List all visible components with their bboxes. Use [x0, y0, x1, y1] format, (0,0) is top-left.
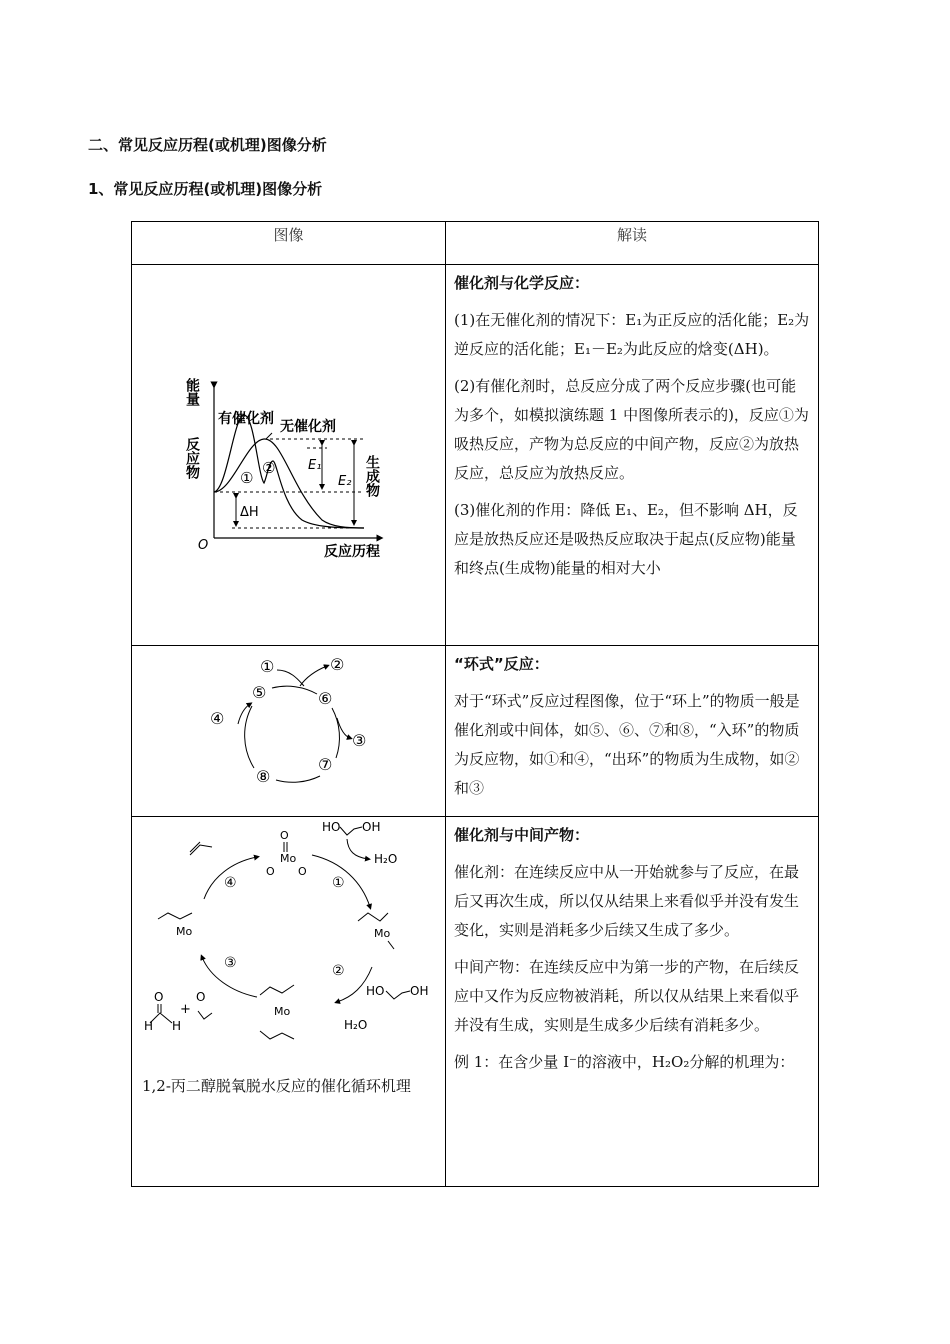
no-catalyst-label: 无催化剂	[280, 419, 336, 435]
node-7: ⑦	[318, 755, 333, 774]
atom-o: O	[266, 865, 275, 878]
catalytic-cycle-diagram	[132, 817, 445, 1067]
reading-cell-3	[446, 817, 819, 1187]
atom-h: H	[172, 1019, 182, 1033]
atom-mo: Mo	[274, 1005, 291, 1018]
atom-h: H	[144, 1019, 154, 1033]
hydroxyl-label: OH	[362, 820, 381, 834]
atom-mo: Mo	[280, 852, 297, 865]
atom-o: O	[196, 990, 206, 1004]
paragraph: (3)催化剂的作用：降低 E₁、E₂，但不影响 ΔH，反应是放热反应还是吸热反应取决于起点(反应物)能量和终点(生成物)能量的相对大小	[454, 501, 798, 577]
paragraph: (2)有催化剂时，总反应分成了两个反应步骤(也可能为多个，如模拟演练题 1 中图像所表示的)，反应①为吸热反应，产物为总反应的中间产物，反应②为放热反应，总反应为放热反应。	[454, 377, 809, 482]
step2-label: ②	[262, 459, 276, 477]
table-row	[132, 646, 819, 817]
reading-cell-1	[446, 265, 819, 646]
node-2: ②	[330, 655, 345, 674]
cyclic-reaction-diagram	[132, 646, 445, 816]
hydroxyl-label: HO	[366, 984, 385, 998]
water-label: H₂O	[344, 1018, 368, 1032]
node-5: ⑤	[252, 683, 267, 702]
step-4: ④	[224, 875, 237, 891]
analysis-table	[131, 221, 819, 1187]
paragraph: 对于“环式”反应过程图像，位于“环上”的物质一般是催化剂或中间体，如⑤、⑥、⑦和⑧，“入环”的物质为反应物，如①和④，“出环”的物质为生成物，如②和③	[454, 692, 800, 797]
table-row	[132, 817, 819, 1187]
paragraph: (1)在无催化剂的情况下：E₁为正反应的活化能；E₂为逆反应的活化能；E₁－E₂为此反应的焓变(ΔH)。	[454, 311, 810, 358]
step-2: ②	[332, 963, 345, 979]
product-label: 生成物	[364, 455, 380, 497]
mechanism-diagram-cell	[132, 817, 446, 1187]
paragraph: 中间产物：在连续反应中为第一步的产物，在后续反应中又作为反应物被消耗，所以仅从结果上来看似乎并没有生成，实则是生成多少后续有消耗多少。	[454, 958, 800, 1034]
energy-diagram-cell	[132, 265, 446, 646]
atom-mo: Mo	[374, 927, 391, 940]
atom-mo: Mo	[176, 925, 193, 938]
node-1: ①	[260, 657, 275, 676]
e1-label: E₁	[308, 458, 322, 473]
node-3: ③	[352, 731, 367, 750]
water-label: H₂O	[374, 852, 398, 866]
header-image: 图像	[132, 222, 446, 265]
step-1: ①	[332, 875, 345, 891]
row-title: 催化剂与中间产物：	[454, 826, 590, 844]
node-8: ⑧	[256, 767, 271, 786]
table-row	[132, 265, 819, 646]
energy-profile-diagram	[132, 265, 445, 645]
row-title: “环式”反应：	[454, 655, 549, 673]
reading-cell-2	[446, 646, 819, 817]
energy-label: 能量	[184, 378, 200, 406]
plus-sign: +	[180, 1002, 191, 1017]
catalyst-label: 有催化剂	[218, 411, 274, 427]
section-heading: 二、常见反应历程(或机理)图像分析	[88, 136, 327, 154]
subsection-heading: 1、常见反应历程(或机理)图像分析	[88, 180, 323, 198]
paragraph: 例 1：在含少量 I⁻的溶液中，H₂O₂分解的机理为：	[454, 1053, 795, 1071]
x-axis-label: 反应历程	[324, 544, 380, 560]
node-6: ⑥	[318, 689, 333, 708]
step-3: ③	[224, 955, 237, 971]
header-reading: 解读	[446, 222, 819, 265]
atom-o: O	[154, 990, 164, 1004]
table-header-row	[132, 222, 819, 265]
atom-o: O	[298, 865, 307, 878]
cycle-diagram-cell	[132, 646, 446, 817]
paragraph: 催化剂：在连续反应中从一开始就参与了反应，在最后又再次生成，所以仅从结果上来看似乎并没有发生变化，实则是消耗多少后续又生成了多少。	[454, 863, 800, 939]
hydroxyl-label: OH	[410, 984, 429, 998]
atom-o: O	[280, 829, 289, 842]
step1-label: ①	[240, 469, 254, 487]
figure-caption: 1,2-丙二醇脱氧脱水反应的催化循环机理	[142, 1077, 411, 1095]
e2-label: E₂	[338, 474, 352, 489]
delta-h-label: ΔH	[240, 505, 259, 520]
reactant-label: 反应物	[184, 437, 200, 479]
origin-label: O	[198, 538, 209, 553]
row-title: 催化剂与化学反应：	[454, 274, 590, 292]
node-4: ④	[210, 709, 225, 728]
hydroxyl-label: HO	[322, 820, 341, 834]
